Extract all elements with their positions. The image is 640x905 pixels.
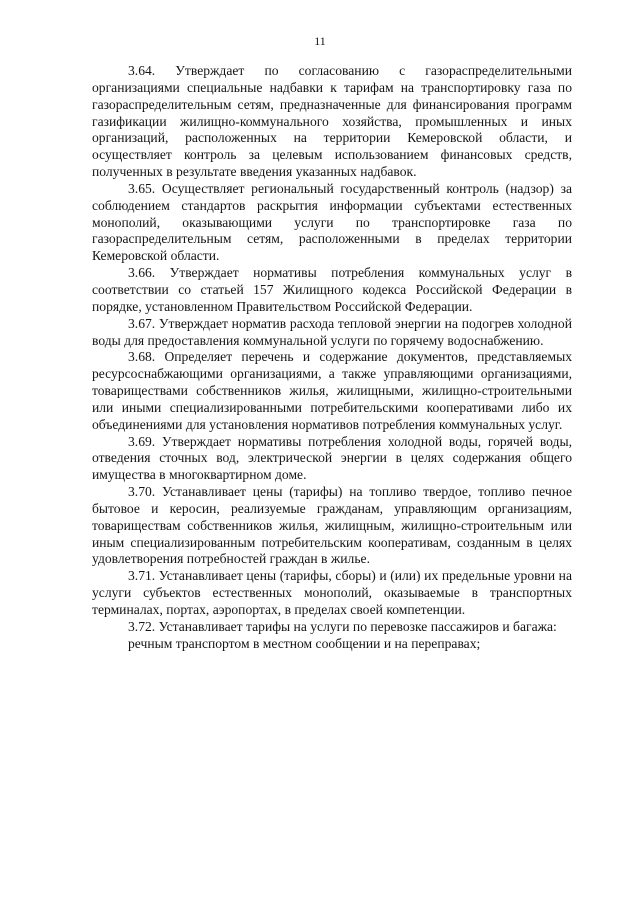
paragraph-3-72: 3.72. Устанавливает тарифы на услуги по перевозке пассажиров и багажа: (128, 618, 557, 634)
paragraph-3-70: 3.70. Устанавливает цены (тарифы) на топливо твердое, топливо печное бытовое и керосин, реализуемые гражданам, управляющим организациям, товариществам собственников жилья, жилищным, жилищно-строительным или иным специализированным потребительским кооперативам, созданным в целях удовлетворения потребностей граждан в жилье. (92, 484, 572, 567)
paragraph-3-69: 3.69. Утверждает нормативы потребления холодной воды, горячей воды, отведения сточных вод, электрической энергии в целях содержания общего имущества в многоквартирном доме. (92, 433, 572, 483)
page-number: 11 (314, 34, 326, 48)
paragraph-3-67: 3.67. Утверждает норматив расхода тепловой энергии на подогрев холодной воды для предоставления коммунальной услуги по горячему водоснабжению. (92, 315, 572, 348)
paragraph-3-68: 3.68. Определяет перечень и содержание документов, представляемых ресурсоснабжающими организациями, а также управляющими организациями, товариществами собственников жилья, жилищными, жилищно-строительными или иными специализированными потребительскими кооперативами либо их объединениями для установления нормативов потребления коммунальных услуг. (92, 349, 572, 432)
paragraph-3-65: 3.65. Осуществляет региональный государственный контроль (надзор) за соблюдением стандартов раскрытия информации субъектами естественных монополий, оказывающими услуги по транспортировке газа по газораспределительным сетям, расположенными в пределах территории Кемеровской области. (92, 180, 572, 264)
paragraph-3-66: 3.66. Утверждает нормативы потребления коммунальных услуг в соответствии со статьей 157 Жилищного кодекса Российской Федерации в порядке, установленном Правительством Российской Федерации. (92, 265, 572, 314)
paragraph-3-72-item-river-transport: речным транспортом в местном сообщении и на переправах; (128, 635, 481, 651)
document-body (92, 63, 572, 653)
paragraph-3-71: 3.71. Устанавливает цены (тарифы, сборы) и (или) их предельные уровни на услуги субъектов естественных монополий, оказываемые в транспортных терминалах, портах, аэропортах, в пределах своей компетенции. (92, 568, 572, 617)
paragraph-3-64: 3.64. Утверждает по согласованию с газораспределительными организациями специальные надбавки к тарифам на транспортировку газа по газораспределительным сетям, предназначенные для финансирования программ газификации жилищно-коммунального хозяйства, промышленных и иных организаций, расположенных на территории Кемеровской области, и осуществляет контроль за целевым использованием финансовых средств, полученных в результате введения указанных надбавок. (92, 63, 572, 180)
